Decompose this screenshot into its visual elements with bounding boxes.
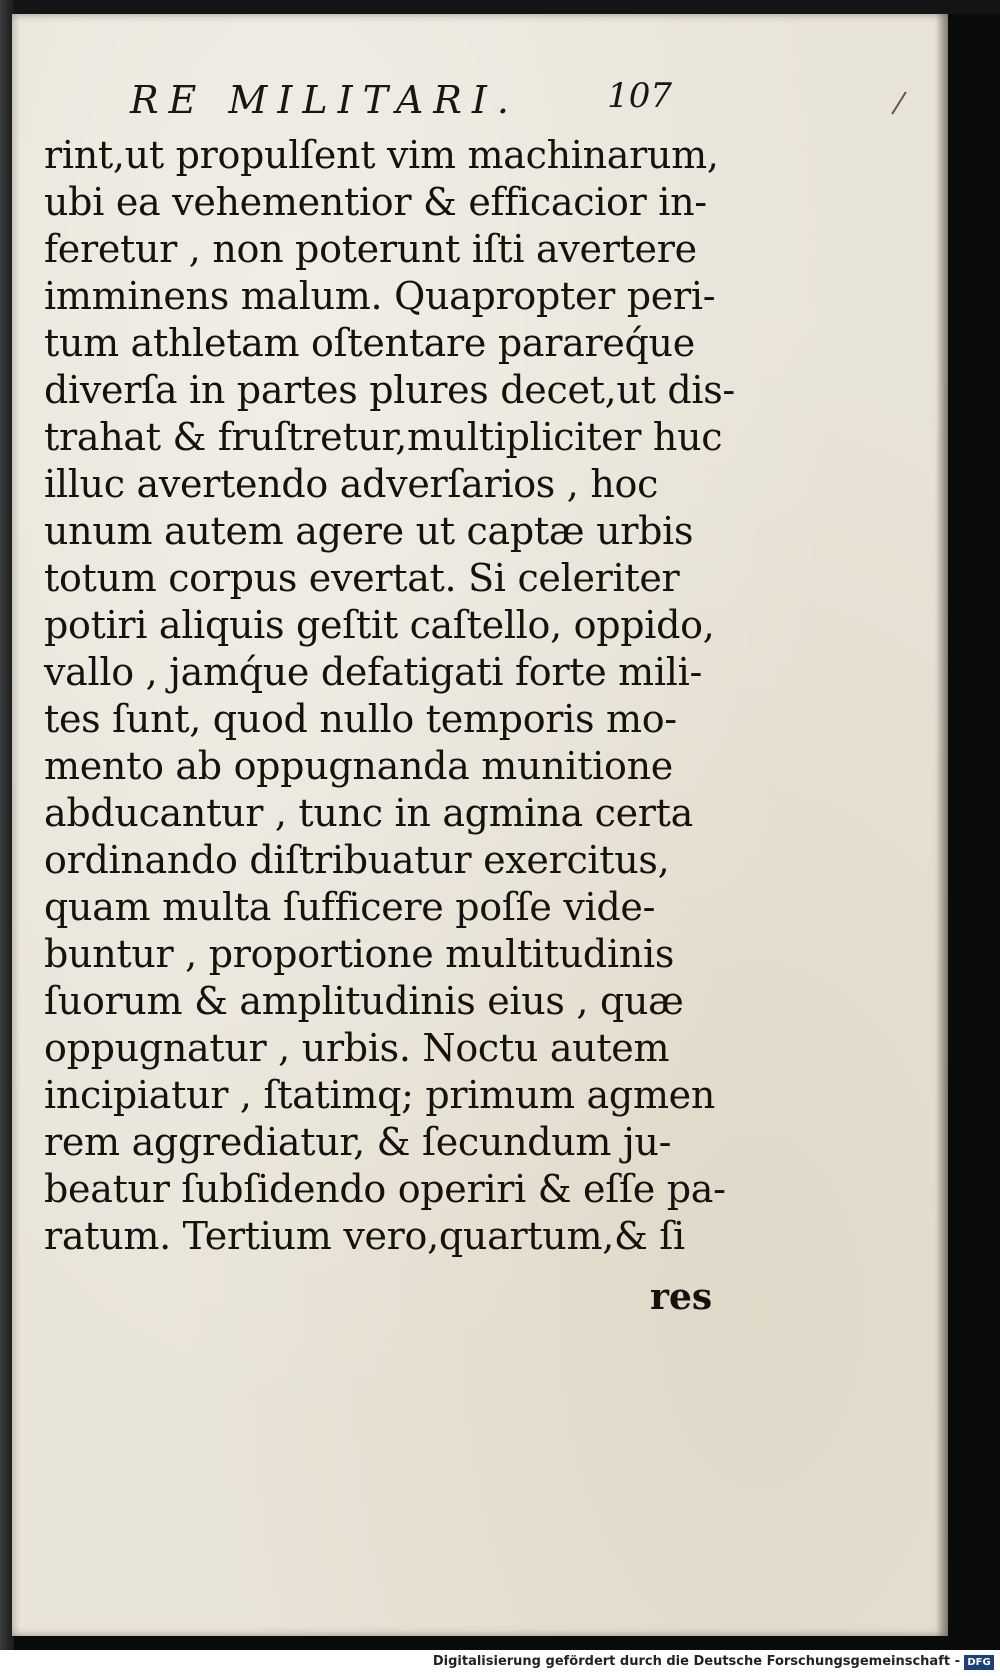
text-line: beatur ſubſidendo operiri & eſſe pa-	[44, 1167, 726, 1211]
text-line: illuc avertendo adverſarios , hoc	[44, 462, 659, 506]
text-line: mento ab oppugnanda munitione	[44, 744, 673, 788]
text-line: buntur , proportione multitudinis	[44, 932, 675, 976]
text-line: potiri aliquis geſtit caſtello, oppido,	[44, 603, 715, 647]
text-line: ubi ea vehementior & efficacior in-	[44, 180, 707, 224]
text-line: oppugnatur , urbis. Noctu autem	[44, 1026, 670, 1070]
text-line: ſuorum & amplitudinis eius , quæ	[44, 979, 684, 1023]
digitization-footer	[0, 1650, 1000, 1676]
page-number: 107	[607, 76, 672, 116]
running-head-title: RE MILITARI.	[130, 78, 520, 122]
text-line: abducantur , tunc in agmina certa	[44, 791, 693, 835]
text-line: ratum. Tertium vero,quartum,& ſi	[44, 1214, 685, 1258]
page-edge-shadow	[936, 14, 948, 1636]
text-line: vallo , jamq́ue defatigati forte mili-	[44, 650, 703, 694]
text-line: totum corpus evertat. Si celeriter	[44, 556, 680, 600]
text-line: rint,ut propulſent vim machinarum,	[44, 133, 719, 177]
dfg-logo-icon: DFG	[964, 1655, 994, 1670]
text-line: feretur , non poterunt iſti avertere	[44, 227, 697, 271]
text-line: quam multa ſufficere poſſe vide-	[44, 885, 656, 929]
body-text	[44, 132, 735, 1260]
text-line: trahat & fruſtretur,multipliciter huc	[44, 415, 723, 459]
text-line: diverſa in partes plures decet,ut dis-	[44, 368, 735, 412]
text-line: unum autem agere ut captæ urbis	[44, 509, 694, 553]
text-line: tes ſunt, quod nullo temporis mo-	[44, 697, 677, 741]
text-line: ordinando diſtribuatur exercitus,	[44, 838, 670, 882]
text-line: imminens malum. Quapropter peri-	[44, 274, 716, 318]
text-line: tum athletam oſtentare parareq́ue	[44, 321, 695, 365]
text-line: rem aggrediatur, & ſecundum ju-	[44, 1120, 672, 1164]
running-head	[120, 72, 680, 122]
digitization-credit: Digitalisierung gefördert durch die Deutsche Forschungsgemeinschaft -	[432, 1654, 960, 1669]
text-line: incipiatur , ſtatimq; primum agmen	[44, 1073, 716, 1117]
scan-top-edge	[0, 0, 1000, 14]
catchword: res	[650, 1276, 713, 1318]
